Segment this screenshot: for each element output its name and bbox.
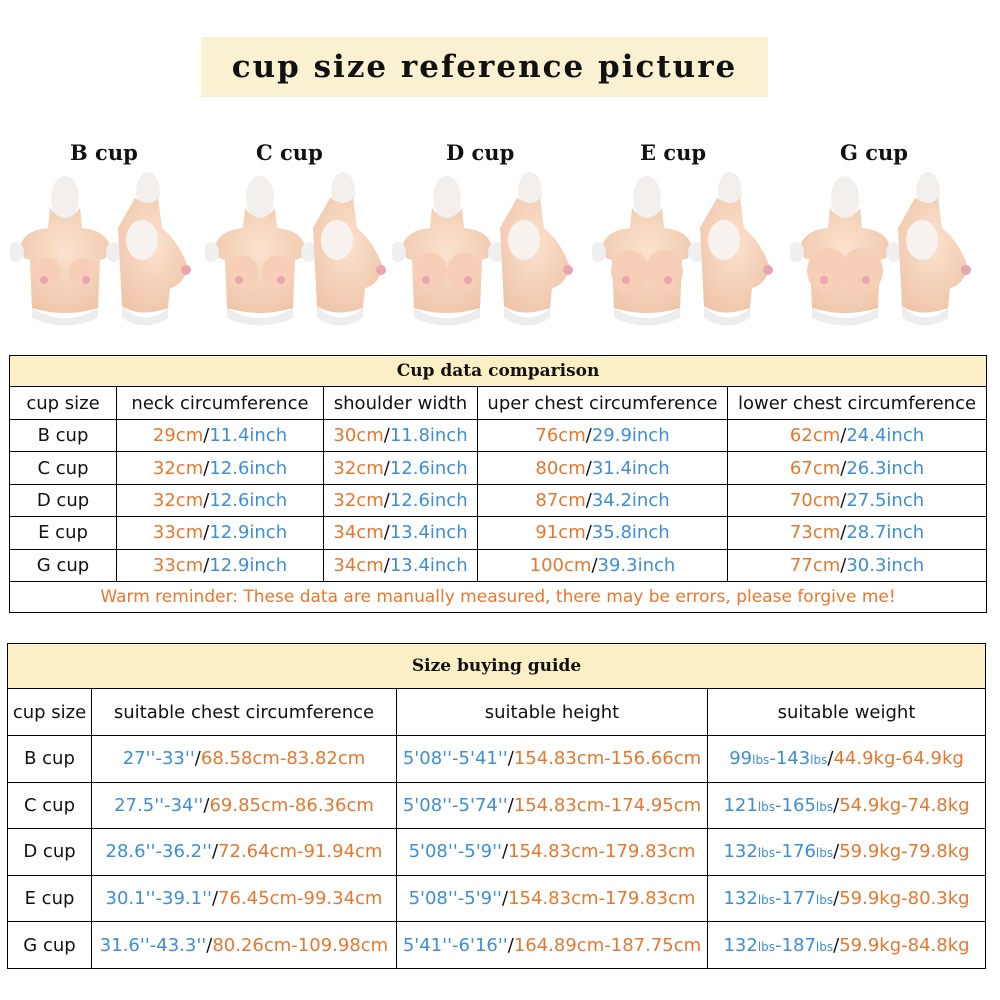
- cell-chest: [92, 829, 397, 876]
- cell-weight: [708, 922, 986, 969]
- weight-min: 132: [723, 888, 758, 910]
- value-inch: 39.3inch: [597, 554, 676, 576]
- value-imperial: 5'08''-5'9'': [408, 841, 503, 863]
- cell-chest: [92, 922, 397, 969]
- slash: /: [585, 457, 592, 479]
- weight-kg: 59.9kg-80.3kg: [839, 888, 970, 910]
- guide-row: [8, 736, 986, 783]
- header-weight: suitable weight: [708, 689, 986, 736]
- value-inch: 11.4inch: [209, 425, 288, 447]
- cell-height: [397, 782, 708, 829]
- guide-row: [8, 875, 986, 922]
- value-metric: 164.89cm-187.75cm: [513, 934, 702, 956]
- cup-label-c: C cup: [256, 140, 323, 165]
- guide-row: [8, 782, 986, 829]
- header-upper-chest: uper chest circumference: [478, 387, 728, 420]
- title-banner: [201, 37, 768, 97]
- cell-weight: [708, 782, 986, 829]
- slash: /: [833, 841, 840, 863]
- weight-kg: 59.9kg-84.8kg: [839, 934, 970, 956]
- row-cup-size: D cup: [10, 484, 117, 516]
- row-cup-size: D cup: [8, 829, 92, 876]
- unit-lbs: lbs: [757, 939, 776, 954]
- cell-shoulder: [324, 420, 478, 452]
- value-metric: 154.83cm-174.95cm: [513, 794, 702, 816]
- value-inch: 12.9inch: [209, 522, 288, 544]
- value-cm: 32cm: [152, 489, 204, 511]
- cell-chest: [92, 875, 397, 922]
- row-cup-size: B cup: [8, 736, 92, 783]
- product-image: [392, 168, 577, 328]
- header-neck: neck circumference: [117, 387, 324, 420]
- slash: /: [211, 841, 219, 863]
- slash: /: [203, 554, 210, 576]
- cell-shoulder: [324, 517, 478, 549]
- comparison-caption: Cup data comparison: [10, 356, 987, 387]
- cell-chest: [92, 736, 397, 783]
- slash: /: [585, 489, 592, 511]
- value-cm: 91cm: [535, 522, 586, 544]
- unit-lbs: lbs: [815, 846, 834, 861]
- comparison-row: [10, 517, 987, 549]
- value-cm: 32cm: [333, 457, 384, 479]
- slash: /: [507, 934, 514, 956]
- weight-max: 187: [781, 934, 816, 956]
- cell-neck: [117, 549, 324, 581]
- value-metric: 80.26cm-109.98cm: [212, 934, 389, 956]
- size-buying-guide-table: [7, 643, 986, 969]
- value-cm: 33cm: [152, 554, 204, 576]
- row-cup-size: G cup: [8, 922, 92, 969]
- slash: /: [585, 522, 592, 544]
- row-cup-size: B cup: [10, 420, 117, 452]
- value-inch: 13.4inch: [389, 522, 468, 544]
- value-imperial: 27.5''-34'': [114, 794, 204, 816]
- slash: /: [507, 748, 514, 770]
- dash: -: [769, 748, 776, 770]
- slash: /: [502, 841, 509, 863]
- value-cm: 32cm: [333, 489, 384, 511]
- slash: /: [383, 425, 390, 447]
- value-imperial: 5'08''-5'74'': [402, 794, 508, 816]
- cell-weight: [708, 829, 986, 876]
- guide-caption: Size buying guide: [8, 644, 986, 689]
- slash: /: [203, 425, 210, 447]
- value-metric: 76.45cm-99.34cm: [218, 888, 383, 910]
- unit-lbs: lbs: [757, 893, 776, 908]
- weight-max: 177: [781, 888, 816, 910]
- product-image: [790, 168, 975, 328]
- slash: /: [502, 888, 509, 910]
- page-title: cup size reference picture: [231, 49, 738, 85]
- value-inch: 30.3inch: [846, 554, 925, 576]
- cup-label-d: D cup: [446, 140, 515, 165]
- weight-min: 121: [723, 794, 758, 816]
- value-inch: 12.6inch: [389, 457, 468, 479]
- slash: /: [203, 522, 210, 544]
- weight-max: 143: [775, 748, 811, 770]
- cup-label-g: G cup: [840, 140, 908, 165]
- cell-neck: [117, 452, 324, 484]
- value-imperial: 27''-33'': [122, 748, 195, 770]
- value-cm: 100cm: [529, 554, 592, 576]
- slash: /: [203, 794, 210, 816]
- cell-height: [397, 875, 708, 922]
- value-inch: 31.4inch: [591, 457, 670, 479]
- cup-label-e: E cup: [640, 140, 707, 165]
- slash: /: [827, 748, 834, 770]
- slash: /: [383, 522, 390, 544]
- weight-max: 165: [781, 794, 816, 816]
- row-cup-size: E cup: [10, 517, 117, 549]
- slash: /: [833, 888, 840, 910]
- cell-height: [397, 829, 708, 876]
- comparison-row: [10, 484, 987, 516]
- product-image: [205, 168, 390, 328]
- product-image: [592, 168, 777, 328]
- value-imperial: 5'08''-5'41'': [402, 748, 508, 770]
- value-metric: 154.83cm-179.83cm: [508, 888, 696, 910]
- cell-weight: [708, 875, 986, 922]
- value-inch: 26.3inch: [846, 457, 925, 479]
- value-cm: 76cm: [535, 425, 586, 447]
- value-inch: 12.6inch: [209, 489, 288, 511]
- weight-min: 132: [723, 841, 758, 863]
- guide-row: [8, 829, 986, 876]
- slash: /: [383, 489, 390, 511]
- weight-min: 132: [723, 934, 758, 956]
- product-image: [10, 168, 195, 328]
- value-inch: 13.4inch: [389, 554, 468, 576]
- cup-data-comparison-table: [9, 355, 987, 613]
- value-cm: 67cm: [789, 457, 841, 479]
- slash: /: [211, 888, 219, 910]
- slash: /: [833, 794, 840, 816]
- header-height: suitable height: [397, 689, 708, 736]
- value-inch: 28.7inch: [846, 522, 925, 544]
- warm-reminder: Warm reminder: These data are manually measured, there may be errors, please forgive me!: [10, 581, 987, 612]
- weight-min: 99: [729, 748, 753, 770]
- header-lower-chest: lower chest circumference: [728, 387, 987, 420]
- cell-height: [397, 922, 708, 969]
- row-cup-size: C cup: [8, 782, 92, 829]
- slash: /: [206, 934, 213, 956]
- cell-lower: [728, 420, 987, 452]
- value-inch: 12.9inch: [209, 554, 288, 576]
- unit-lbs: lbs: [810, 753, 828, 768]
- slash: /: [840, 522, 847, 544]
- slash: /: [507, 794, 514, 816]
- value-cm: 87cm: [535, 489, 586, 511]
- cell-upper: [478, 517, 728, 549]
- value-cm: 30cm: [333, 425, 384, 447]
- cell-chest: [92, 782, 397, 829]
- cell-neck: [117, 484, 324, 516]
- slash: /: [383, 457, 390, 479]
- value-metric: 154.83cm-156.66cm: [513, 748, 702, 770]
- weight-kg: 54.9kg-74.8kg: [839, 794, 970, 816]
- header-cup-size: cup size: [10, 387, 117, 420]
- unit-lbs: lbs: [815, 893, 834, 908]
- value-inch: 24.4inch: [846, 425, 925, 447]
- value-cm: 77cm: [789, 554, 841, 576]
- value-cm: 29cm: [152, 425, 204, 447]
- value-metric: 154.83cm-179.83cm: [508, 841, 696, 863]
- slash: /: [203, 489, 210, 511]
- cell-shoulder: [324, 549, 478, 581]
- cell-lower: [728, 484, 987, 516]
- value-cm: 34cm: [333, 522, 384, 544]
- cell-upper: [478, 484, 728, 516]
- cell-lower: [728, 549, 987, 581]
- cell-shoulder: [324, 484, 478, 516]
- cup-label-b: B cup: [70, 140, 138, 165]
- value-imperial: 28.6''-36.2'': [105, 841, 212, 863]
- cell-weight: [708, 736, 986, 783]
- cell-neck: [117, 420, 324, 452]
- value-inch: 35.8inch: [591, 522, 670, 544]
- header-shoulder: shoulder width: [324, 387, 478, 420]
- cell-upper: [478, 420, 728, 452]
- slash: /: [591, 554, 598, 576]
- value-cm: 73cm: [789, 522, 841, 544]
- slash: /: [203, 457, 210, 479]
- value-imperial: 5'08''-5'9'': [408, 888, 503, 910]
- dash: -: [775, 794, 782, 816]
- value-cm: 32cm: [152, 457, 204, 479]
- cell-height: [397, 736, 708, 783]
- dash: -: [775, 841, 782, 863]
- slash: /: [840, 425, 847, 447]
- slash: /: [383, 554, 390, 576]
- comparison-row: [10, 452, 987, 484]
- row-cup-size: G cup: [10, 549, 117, 581]
- cell-neck: [117, 517, 324, 549]
- dash: -: [775, 888, 782, 910]
- guide-row: [8, 922, 986, 969]
- value-metric: 68.58cm-83.82cm: [200, 748, 366, 770]
- cell-lower: [728, 517, 987, 549]
- slash: /: [833, 934, 840, 956]
- value-inch: 27.5inch: [846, 489, 925, 511]
- slash: /: [194, 748, 201, 770]
- value-inch: 12.6inch: [209, 457, 288, 479]
- header-cup-size: cup size: [8, 689, 92, 736]
- value-metric: 69.85cm-86.36cm: [209, 794, 374, 816]
- value-inch: 34.2inch: [591, 489, 670, 511]
- value-imperial: 31.6''-43.3'': [99, 934, 207, 956]
- cell-shoulder: [324, 452, 478, 484]
- comparison-row: [10, 420, 987, 452]
- row-cup-size: C cup: [10, 452, 117, 484]
- value-cm: 80cm: [535, 457, 586, 479]
- value-imperial: 5'41''-6'16'': [402, 934, 508, 956]
- slash: /: [840, 489, 847, 511]
- unit-lbs: lbs: [757, 846, 776, 861]
- value-cm: 34cm: [333, 554, 384, 576]
- value-cm: 70cm: [789, 489, 841, 511]
- dash: -: [775, 934, 782, 956]
- value-metric: 72.64cm-91.94cm: [218, 841, 383, 863]
- unit-lbs: lbs: [752, 753, 770, 768]
- cell-upper: [478, 549, 728, 581]
- value-inch: 29.9inch: [591, 425, 670, 447]
- weight-max: 176: [781, 841, 816, 863]
- header-chest: suitable chest circumference: [92, 689, 397, 736]
- slash: /: [585, 425, 592, 447]
- cell-upper: [478, 452, 728, 484]
- weight-kg: 59.9kg-79.8kg: [839, 841, 970, 863]
- value-cm: 33cm: [152, 522, 204, 544]
- row-cup-size: E cup: [8, 875, 92, 922]
- comparison-row: [10, 549, 987, 581]
- value-imperial: 30.1''-39.1'': [105, 888, 212, 910]
- unit-lbs: lbs: [815, 799, 834, 814]
- value-inch: 11.8inch: [389, 425, 468, 447]
- slash: /: [840, 554, 847, 576]
- value-inch: 12.6inch: [389, 489, 468, 511]
- slash: /: [840, 457, 847, 479]
- unit-lbs: lbs: [815, 939, 834, 954]
- unit-lbs: lbs: [757, 799, 776, 814]
- weight-kg: 44.9kg-64.9kg: [833, 748, 964, 770]
- cell-lower: [728, 452, 987, 484]
- value-cm: 62cm: [789, 425, 841, 447]
